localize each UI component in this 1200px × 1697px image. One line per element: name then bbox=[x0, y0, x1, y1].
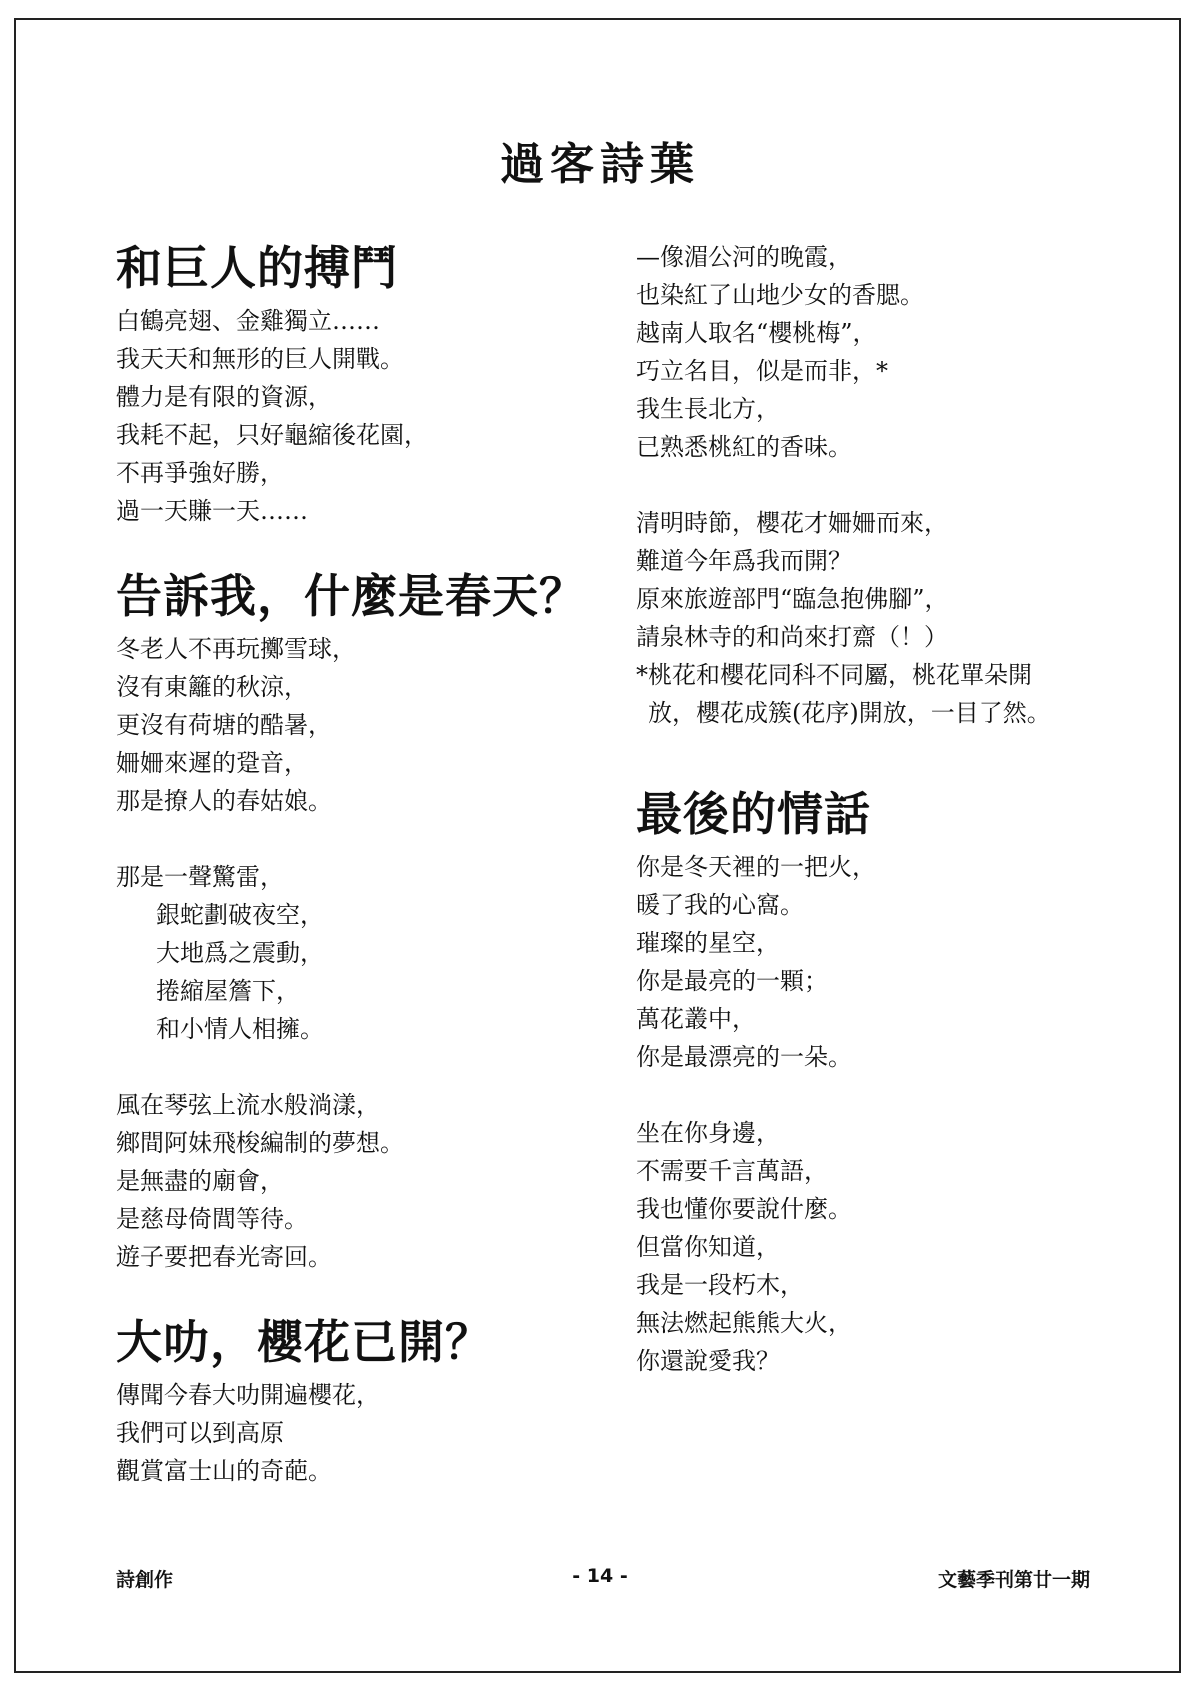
page-title: 過客詩葉 bbox=[500, 139, 700, 190]
poem-line: 銀蛇劃破夜空， bbox=[156, 901, 324, 929]
footnote-line: 放，櫻花成簇(花序)開放，一目了然。 bbox=[648, 699, 1051, 727]
poem-title: 最後的情話 bbox=[636, 787, 871, 841]
poem-line: 坐在你身邊， bbox=[636, 1119, 780, 1147]
poem-line: 體力是有限的資源， bbox=[116, 383, 332, 411]
poem-line: 你還說愛我？ bbox=[636, 1347, 780, 1375]
poem-line: 那是一聲驚雷， bbox=[116, 863, 284, 891]
stanza bbox=[116, 630, 616, 820]
poem-line: 無法燃起熊熊大火， bbox=[636, 1309, 852, 1337]
poem-line: 冬老人不再玩擲雪球， bbox=[116, 635, 356, 663]
poem-line: 我耗不起，只好龜縮後花園， bbox=[116, 421, 428, 449]
poem-line: 沒有東籬的秋涼， bbox=[116, 673, 308, 701]
poem-line: 不再爭強好勝， bbox=[116, 459, 284, 487]
poem-line: 已熟悉桃紅的香味。 bbox=[636, 433, 852, 461]
poem-line: 原來旅遊部門“臨急抱佛腳”， bbox=[636, 585, 949, 613]
stanza bbox=[116, 1086, 616, 1276]
poem-line: 清明時節，櫻花才姍姍而來， bbox=[636, 509, 948, 537]
poem-title: 告訴我，什麼是春天？ bbox=[116, 569, 586, 623]
poem-line: 姍姍來遲的跫音， bbox=[116, 749, 308, 777]
stanza bbox=[116, 1376, 616, 1490]
left-column bbox=[116, 240, 616, 1528]
poem-line: 風在琴弦上流水般淌漾， bbox=[116, 1091, 380, 1119]
poem-line: 遊子要把春光寄回。 bbox=[116, 1243, 332, 1271]
poem-line: 萬花叢中， bbox=[636, 1005, 756, 1033]
poem-line: 暖了我的心窩。 bbox=[636, 891, 804, 919]
poem-line: 過一天賺一天…… bbox=[116, 497, 308, 525]
poem-line: 那是撩人的春姑娘。 bbox=[116, 787, 332, 815]
poem-line: 璀璨的星空， bbox=[636, 929, 780, 957]
poem-what-is-spring bbox=[116, 568, 616, 1276]
poem-line: 越南人取名“櫻桃梅”， bbox=[636, 319, 877, 347]
stanza bbox=[636, 1114, 1116, 1380]
poem-line: 大地爲之震動， bbox=[156, 939, 324, 967]
poem-line: 捲縮屋簷下， bbox=[156, 977, 300, 1005]
poem-line: 是慈母倚閭等待。 bbox=[116, 1205, 308, 1233]
poem-line: 你是冬天裡的一把火， bbox=[636, 853, 876, 881]
poem-line: 更沒有荷塘的酷暑， bbox=[116, 711, 332, 739]
poem-line: 我們可以到高原 bbox=[116, 1419, 284, 1447]
poem-line: 傳聞今春大叻開遍櫻花， bbox=[116, 1381, 380, 1409]
poem-line: 觀賞富士山的奇葩。 bbox=[116, 1457, 332, 1485]
stanza bbox=[116, 302, 616, 530]
stanza-continued bbox=[636, 238, 1116, 466]
page-number: - 14 - bbox=[572, 1565, 628, 1587]
poem-line: 不需要千言萬語， bbox=[636, 1157, 828, 1185]
poem-line: 白鶴亮翅、金雞獨立…… bbox=[116, 307, 380, 335]
poem-line: 巧立名目，似是而非，* bbox=[636, 357, 888, 385]
stanza-continued bbox=[636, 504, 1116, 732]
poem-last-love-words bbox=[636, 786, 1116, 1380]
poem-line: 請泉林寺的和尚來打齋（！） bbox=[636, 623, 948, 651]
right-column bbox=[636, 238, 1116, 1418]
poem-wrestling-giant bbox=[116, 240, 616, 530]
poem-line: 難道今年爲我而開？ bbox=[636, 547, 852, 575]
footnote-line: *桃花和櫻花同科不同屬，桃花單朵開 bbox=[636, 661, 1032, 689]
poem-line: 你是最亮的一顆； bbox=[636, 967, 828, 995]
poem-line: 也染紅了山地少女的香腮。 bbox=[636, 281, 924, 309]
poem-line: 你是最漂亮的一朵。 bbox=[636, 1043, 852, 1071]
footer-section-label: 詩創作 bbox=[116, 1569, 174, 1591]
poem-title: 和巨人的搏鬥 bbox=[116, 241, 398, 295]
poem-line: 我天天和無形的巨人開戰。 bbox=[116, 345, 404, 373]
poem-line: 但當你知道， bbox=[636, 1233, 780, 1261]
poem-dalat-cherry bbox=[116, 1314, 616, 1490]
poem-line: 我也懂你要說什麼。 bbox=[636, 1195, 852, 1223]
poem-line: 我生長北方， bbox=[636, 395, 780, 423]
publication-issue: 文藝季刊第廿一期 bbox=[937, 1569, 1090, 1591]
poem-line: 是無盡的廟會， bbox=[116, 1167, 284, 1195]
poem-line: 鄉間阿妹飛梭編制的夢想。 bbox=[116, 1129, 404, 1157]
poem-title: 大叻，櫻花已開？ bbox=[116, 1315, 492, 1369]
stanza bbox=[636, 848, 1116, 1076]
poem-line: 和小情人相擁。 bbox=[156, 1015, 324, 1043]
poem-line: 我是一段朽木， bbox=[636, 1271, 804, 1299]
poem-line: —像湄公河的晚霞， bbox=[636, 243, 852, 271]
stanza bbox=[116, 858, 616, 1048]
